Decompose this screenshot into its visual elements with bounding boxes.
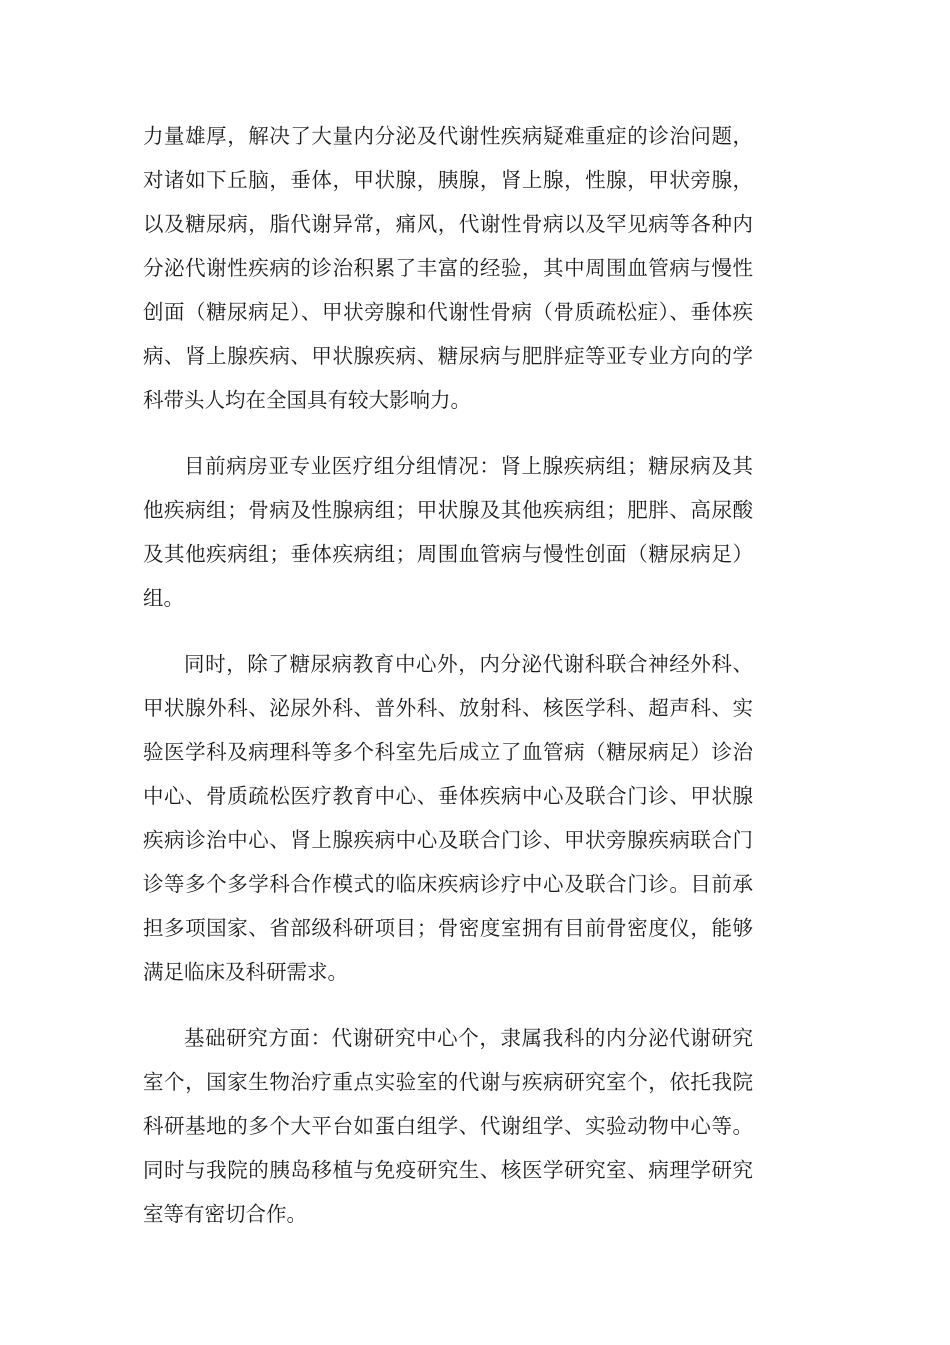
paragraph-basic-research: 基础研究方面：代谢研究中心个，隶属我科的内分泌代谢研究室个，国家生物治疗重点实验室的代谢与疾病研究室个，依托我院科研基地的多个大平台如蛋白组学、代谢组学、实验动物中心等。同时与我院的胰岛移植与免疫研究生、核医学研究室、病理学研究室等有密切合作。 bbox=[143, 1026, 753, 1226]
paragraph-subspecialty-groups: 目前病房亚专业医疗组分组情况：肾上腺疾病组；糖尿病及其他疾病组；骨病及性腺病组；甲状腺及其他疾病组；肥胖、高尿酸及其他疾病组；垂体疾病组；周围血管病与慢性创面（糖尿病足）组。 bbox=[143, 454, 753, 610]
document-page bbox=[143, 114, 753, 1236]
paragraph-overview: 力量雄厚，解决了大量内分泌及代谢性疾病疑难重症的诊治问题，对诸如下丘脑，垂体，甲状腺，胰腺，肾上腺，性腺，甲状旁腺，以及糖尿病，脂代谢异常，痛风，代谢性骨病以及罕见病等各种内分泌代谢性疾病的诊治积累了丰富的经验，其中周围血管病与慢性创面（糖尿病足）、甲状旁腺和代谢性骨病（骨质疏松症）、垂体疾病、肾上腺疾病、甲状腺疾病、糖尿病与肥胖症等亚专业方向的学科带头人均在全国具有较大影响力。 bbox=[143, 124, 753, 412]
paragraph-multidisciplinary-centers: 同时，除了糖尿病教育中心外，内分泌代谢科联合神经外科、甲状腺外科、泌尿外科、普外科、放射科、核医学科、超声科、实验医学科及病理科等多个科室先后成立了血管病（糖尿病足）诊治中心、骨质疏松医疗教育中心、垂体疾病中心及联合门诊、甲状腺疾病诊治中心、肾上腺疾病中心及联合门诊、甲状旁腺疾病联合门诊等多个多学科合作模式的临床疾病诊疗中心及联合门诊。目前承担多项国家、省部级科研项目；骨密度室拥有目前骨密度仪，能够满足临床及科研需求。 bbox=[143, 652, 753, 984]
